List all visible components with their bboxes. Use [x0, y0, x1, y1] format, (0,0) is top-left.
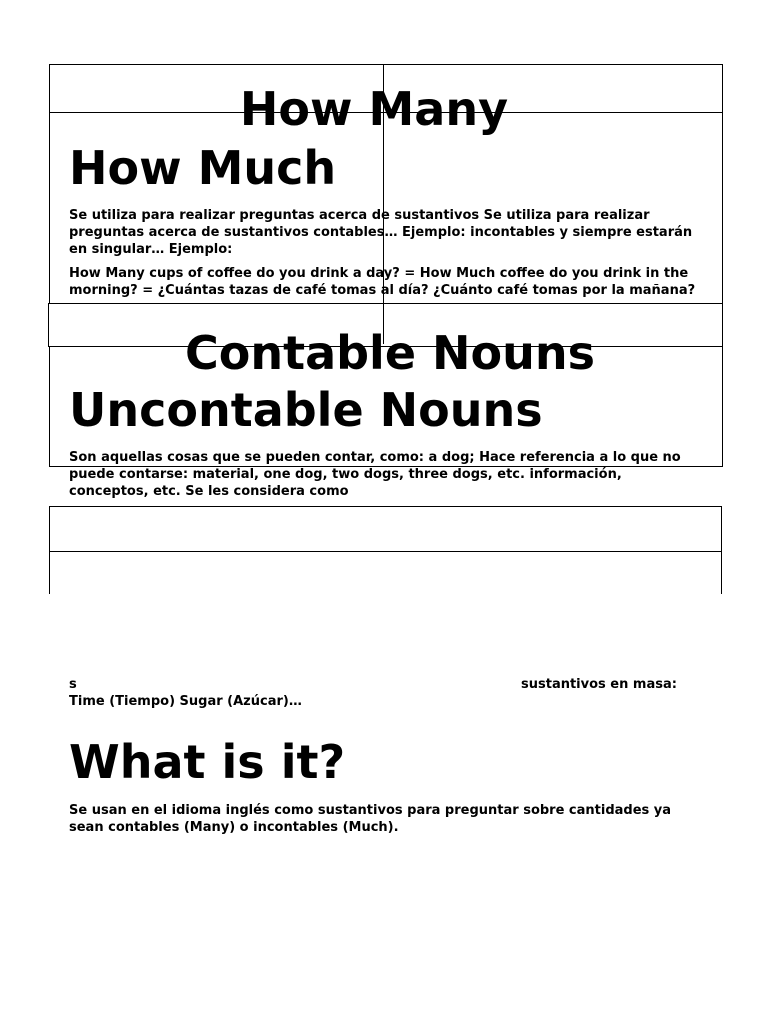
how-many-heading: How Many [239, 82, 509, 136]
section3-frame [49, 506, 722, 552]
section2-definition: Son aquellas cosas que se pueden contar, como: a dog; Hace referencia a lo que no puede contarse: material, one dog, two dogs, three dogs, etc. información, conceptos, etc. Se les considera como [69, 450, 681, 499]
section3-examples: Time (Tiempo) Sugar (Azúcar)… [69, 694, 302, 709]
what-is-it-heading: What is it? [69, 735, 346, 789]
section3-fragment-right: sustantivos en masa: [521, 677, 677, 692]
section4-definition: Se usan en el idioma inglés como sustantivos para preguntar sobre cantidades ya sean contables (Many) o incontables (Much). [69, 803, 672, 835]
section1-definition: Se utiliza para realizar preguntas acerca de sustantivos Se utiliza para realizar preguntas acerca de sustantivos contables… Ejemplo: incontables y siempre estarán en singular… Ejemplo: [69, 208, 693, 257]
uncontable-nouns-heading: Uncontable Nouns [69, 383, 543, 437]
how-much-heading: How Much [69, 141, 337, 195]
section3-left-edge [49, 551, 50, 594]
section3-fragment-left: s [69, 677, 77, 692]
section3-right-edge [721, 551, 722, 594]
section1-examples: How Many cups of coffee do you drink a day? = How Much coffee do you drink in the morning? = ¿Cuántas tazas de café tomas al día? ¿Cuánto café tomas por la mañana? [69, 266, 696, 298]
contable-nouns-heading: Contable Nouns [184, 326, 596, 380]
